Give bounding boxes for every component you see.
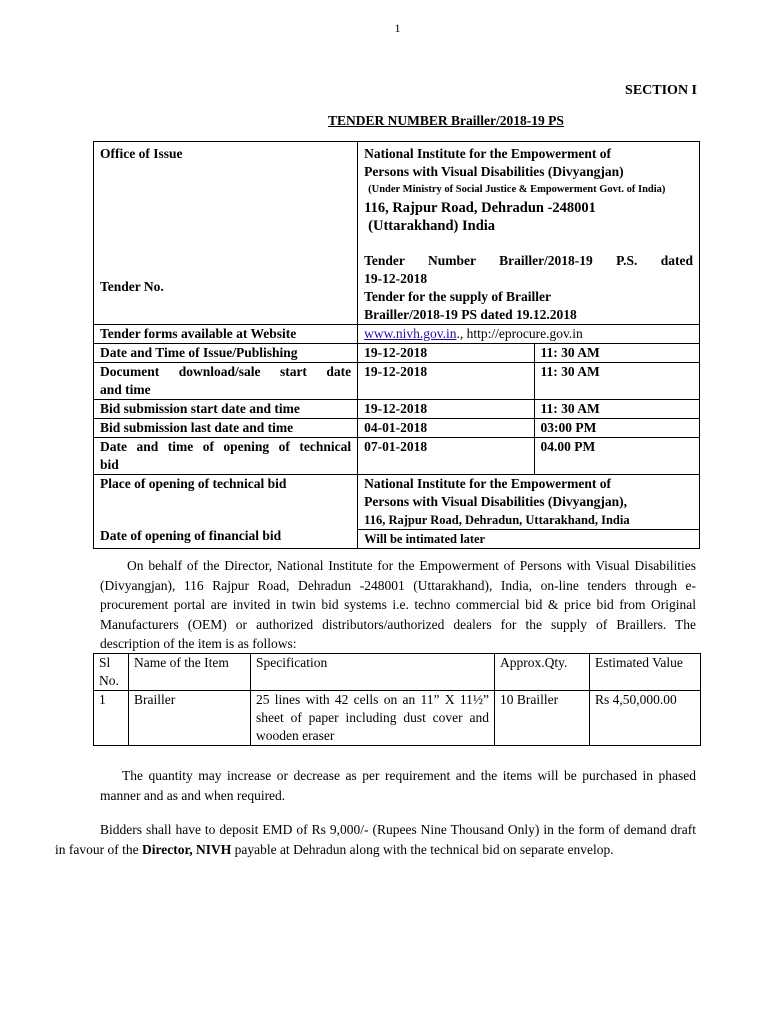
schedule-label: Date and time of opening of technical (100, 439, 352, 454)
schedule-label-cont: bid (100, 457, 119, 472)
item-name: Brailler (129, 691, 251, 746)
schedule-time: 04.00 PM (534, 438, 699, 475)
schedule-date: 19-12-2018 (358, 400, 534, 419)
tender-no-line2: 19-12-2018 (364, 271, 428, 286)
place-label: Place of opening of technical bid (100, 476, 287, 491)
emd-payee: Director, NIVH (141, 841, 232, 857)
schedule-row (94, 438, 700, 475)
schedule-row (94, 363, 700, 400)
section-heading: SECTION I (625, 83, 697, 98)
schedule-time: 11: 30 AM (534, 400, 699, 419)
item-sl: 1 (94, 691, 129, 746)
office-row (94, 142, 700, 325)
office-ministry: (Under Ministry of Social Justice & Empowerment Govt. of India) (368, 184, 666, 195)
place-line1: National Institute for the Empowerment of (364, 476, 611, 491)
schedule-time: 11: 30 AM (534, 344, 699, 363)
emd-text-2: payable at Dehradun along with the technical bid on separate envelop. (231, 841, 614, 857)
schedule-date: 19-12-2018 (358, 344, 534, 363)
tender-no-line1: Tender Number Brailler/2018-19 P.S. dated (364, 253, 693, 268)
emd-text-1: Bidders shall have to deposit EMD of Rs 9,000/- (Rupees Nine Thousand Only) in the form of demand draft in favour of the (55, 822, 696, 857)
tender-no-line4: Brailler/2018-19 PS dated 19.12.2018 (364, 307, 577, 322)
office-address-1: 116, Rajpur Road, Dehradun -248001 (364, 200, 596, 216)
header-qty: Approx.Qty. (495, 654, 590, 691)
schedule-row (94, 344, 700, 363)
link-separator: ., (456, 326, 467, 341)
table-row (94, 691, 701, 746)
tender-title: TENDER NUMBER Brailler/2018-19 PS (328, 113, 564, 128)
item-value: Rs 4,50,000.00 (590, 691, 701, 746)
tender-details-table (93, 141, 700, 549)
schedule-label: Document download/sale start date (100, 364, 352, 379)
place-line3: 116, Rajpur Road, Dehradun, Uttarakhand, India (364, 513, 630, 527)
tender-no-line3: Tender for the supply of Brailler (364, 289, 552, 304)
schedule-label: Bid submission start date and time (94, 400, 358, 419)
office-address-2: (Uttarakhand) India (368, 218, 496, 234)
financial-label: Date of opening of financial bid (100, 528, 282, 543)
intro-paragraph: On behalf of the Director, National Institute for the Empowerment of Persons with Visual Disabilities (Divyangjan), 116 Rajpur Road, Dehradun -248001 (Uttarakhand), India, on-line tenders through e-procurement portal are invited in twin bid systems i.e. techno commercial bid & price bid from Original Manufacturers (OEM) or authorized distributors/authorized dealers for the supply of Braillers. The description of the item is as follows: (100, 558, 696, 651)
header-value: Estimated Value (590, 654, 701, 691)
header-spec: Specification (251, 654, 495, 691)
schedule-time: 03:00 PM (534, 419, 699, 438)
office-name-1: National Institute for the Empowerment of (364, 146, 611, 161)
website-label: Tender forms available at Website (94, 325, 358, 344)
item-qty: 10 Brailler (495, 691, 590, 746)
items-table (93, 653, 701, 746)
place-line2: Persons with Visual Disabilities (Divyangjan), (364, 494, 628, 509)
website-row (94, 325, 700, 344)
office-name-2: Persons with Visual Disabilities (Divyangjan) (364, 164, 624, 179)
item-spec: 25 lines with 42 cells on an 11” X 11½” sheet of paper including dust cover and wooden eraser (251, 691, 495, 746)
tender-no-label: Tender No. (100, 279, 164, 294)
page-number: 1 (394, 21, 401, 35)
schedule-row (94, 400, 700, 419)
schedule-date: 07-01-2018 (358, 438, 534, 475)
header-sl: Sl No. (94, 654, 129, 691)
eprocure-link[interactable]: http://eprocure.gov.in (466, 326, 583, 341)
items-header-row (94, 654, 701, 691)
place-row (94, 475, 700, 549)
schedule-date: 04-01-2018 (358, 419, 534, 438)
schedule-label-cont: and time (100, 382, 151, 397)
office-label: Office of Issue (100, 146, 183, 161)
schedule-label: Date and Time of Issue/Publishing (94, 344, 358, 363)
schedule-time: 11: 30 AM (534, 363, 699, 400)
nivh-link[interactable]: www.nivh.gov.in (364, 326, 457, 341)
schedule-label: Bid submission last date and time (94, 419, 358, 438)
schedule-row (94, 419, 700, 438)
emd-paragraph (55, 820, 696, 859)
header-name: Name of the Item (129, 654, 251, 691)
financial-value: Will be intimated later (358, 529, 699, 548)
quantity-paragraph: The quantity may increase or decrease as per requirement and the items will be purchased in phased manner and as and when required. (100, 768, 696, 803)
schedule-date: 19-12-2018 (358, 363, 534, 400)
